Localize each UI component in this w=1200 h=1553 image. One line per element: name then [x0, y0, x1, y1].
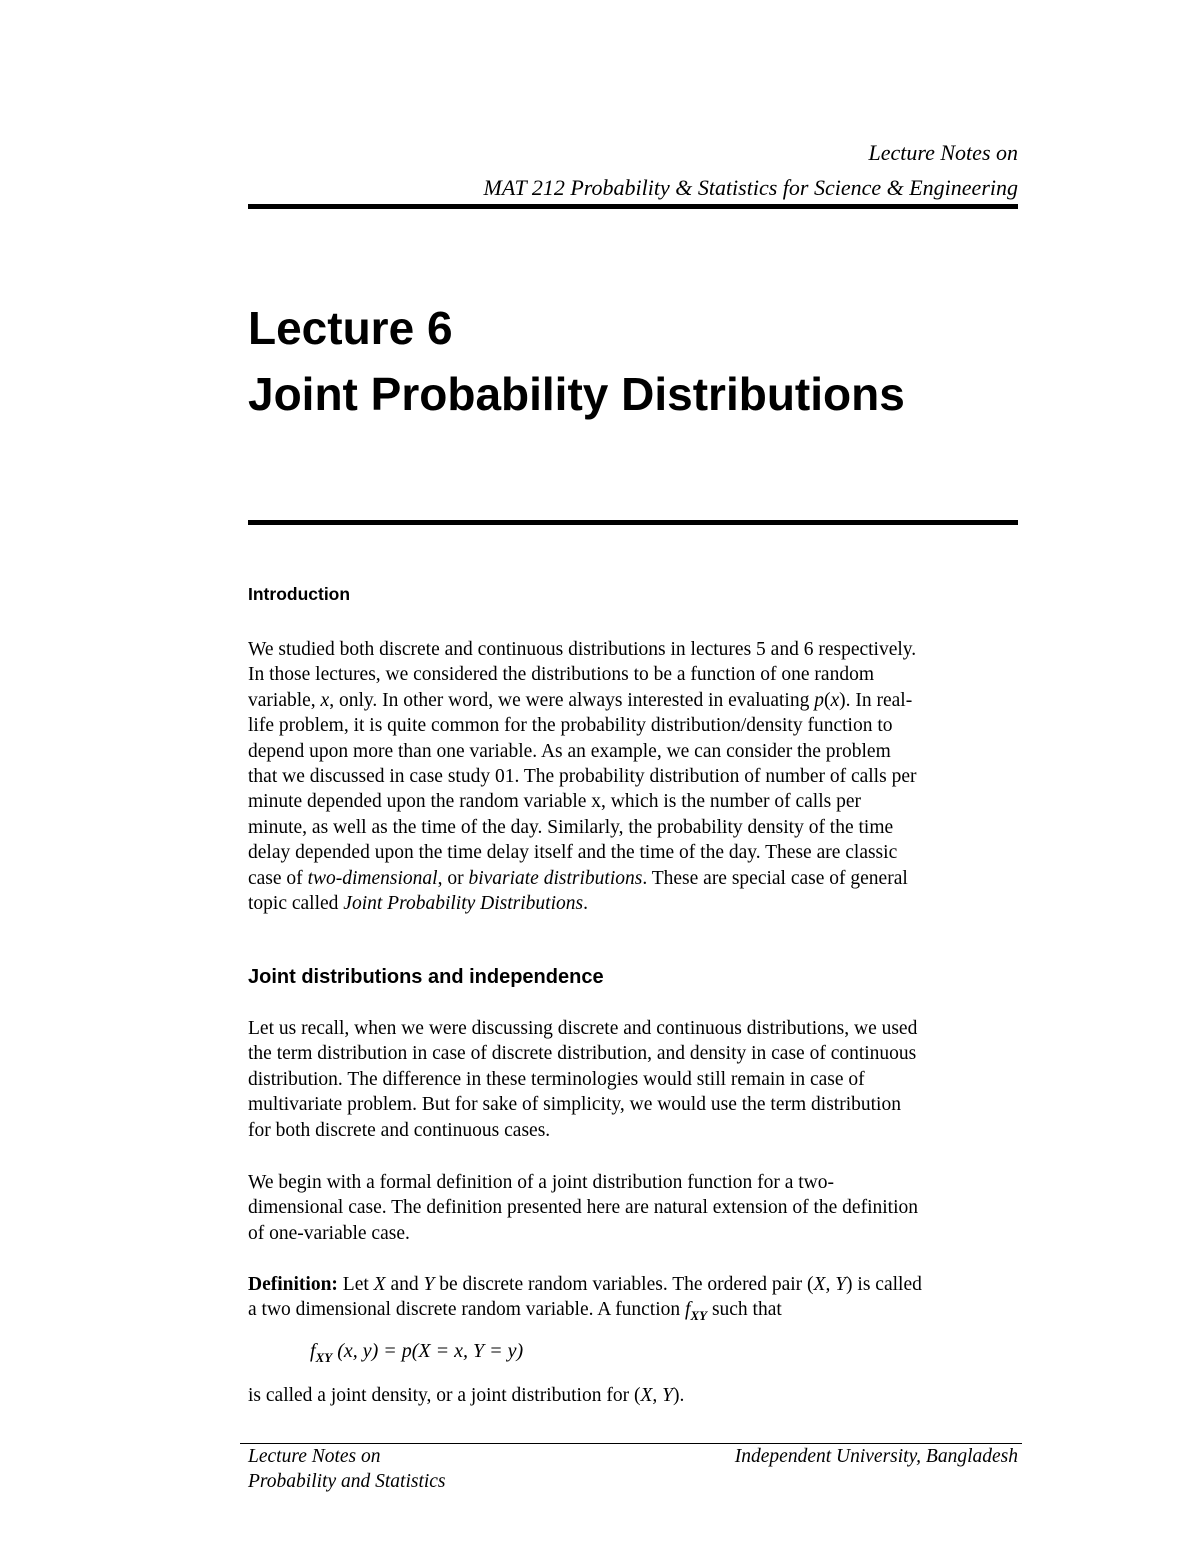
intro-line: case of two-dimensional, or bivariate distributions. These are special case of general [248, 867, 908, 889]
title-line-2: Joint Probability Distributions [248, 368, 905, 420]
definition-line: a two dimensional discrete random variable. A function $f_{XY}$ such that [248, 1299, 782, 1324]
header-line-1: Lecture Notes on [868, 140, 1018, 165]
intro-line: that we discussed in case study 01. The probability distribution of number of calls per [248, 766, 917, 788]
paragraph-line: Let us recall, when we were discussing discrete and continuous distributions, we used [248, 1018, 918, 1039]
paragraph-line: the term distribution in case of discrete distribution, and density in case of continuous [248, 1043, 917, 1065]
intro-line: minute, as well as the time of the day. Similarly, the probability density of the time [248, 816, 894, 838]
definition-conclusion [248, 1383, 1038, 1408]
title-rule [248, 520, 1018, 525]
paragraph-line: of one-variable case. [248, 1222, 410, 1244]
footer-left-line-2: Probability and Statistics [248, 1471, 446, 1492]
section-heading: Joint distributions and independence [248, 966, 604, 988]
footer-left-line-1: Lecture Notes on [248, 1446, 381, 1467]
intro-line: variable, x, only. In other word, we were always interested in evaluating p(x). In real- [248, 689, 913, 711]
paragraph-line: distribution. The difference in these terminologies would still remain in case of [248, 1068, 865, 1090]
definition-line: Definition: Let X and Y be discrete random variables. The ordered pair (X, Y) is called [248, 1274, 922, 1295]
header-line-2: MAT 212 Probability & Statistics for Science & Engineering [483, 175, 1018, 200]
definition-line: is called a joint density, or a joint distribution for (X, Y). [248, 1385, 685, 1406]
header-rule [248, 204, 1018, 209]
footer-left [248, 1444, 446, 1494]
title-line-1: Lecture 6 [248, 302, 453, 354]
intro-line: In those lectures, we considered the distributions to be a function of one random [248, 664, 874, 686]
running-header [484, 135, 1018, 205]
footer-right: Independent University, Bangladesh [734, 1446, 1018, 1467]
intro-line: We studied both discrete and continuous distributions in lectures 5 and 6 respectively. [248, 639, 917, 660]
intro-paragraph [248, 637, 1038, 916]
intro-line: life problem, it is quite common for the probability distribution/density function to [248, 715, 893, 737]
definition-label: Definition: [248, 1274, 338, 1295]
paragraph-line: We begin with a formal definition of a joint distribution function for a two- [248, 1172, 835, 1193]
paragraph-line: multivariate problem. But for sake of simplicity, we would use the term distribution [248, 1094, 901, 1116]
intro-heading: Introduction [248, 584, 351, 604]
joint-density-equation: $f_{XY}$ (x, y) = p(X = x, Y = y) [310, 1340, 524, 1365]
paragraph-line: for both discrete and continuous cases. [248, 1119, 551, 1141]
intro-line: delay depended upon the time delay itself and the time of the day. These are classic [248, 842, 898, 864]
paragraph-line: dimensional case. The definition presented here are natural extension of the definition [248, 1197, 918, 1219]
definition-paragraph [248, 1272, 1038, 1329]
section-paragraph-2 [248, 1170, 1038, 1246]
intro-line: minute depended upon the random variable x, which is the number of calls per [248, 791, 861, 813]
intro-line: depend upon more than one variable. As an example, we can consider the problem [248, 740, 891, 762]
intro-line: topic called Joint Probability Distributions. [248, 893, 588, 915]
lecture-title [248, 295, 905, 427]
section-paragraph-1 [248, 1016, 1038, 1143]
